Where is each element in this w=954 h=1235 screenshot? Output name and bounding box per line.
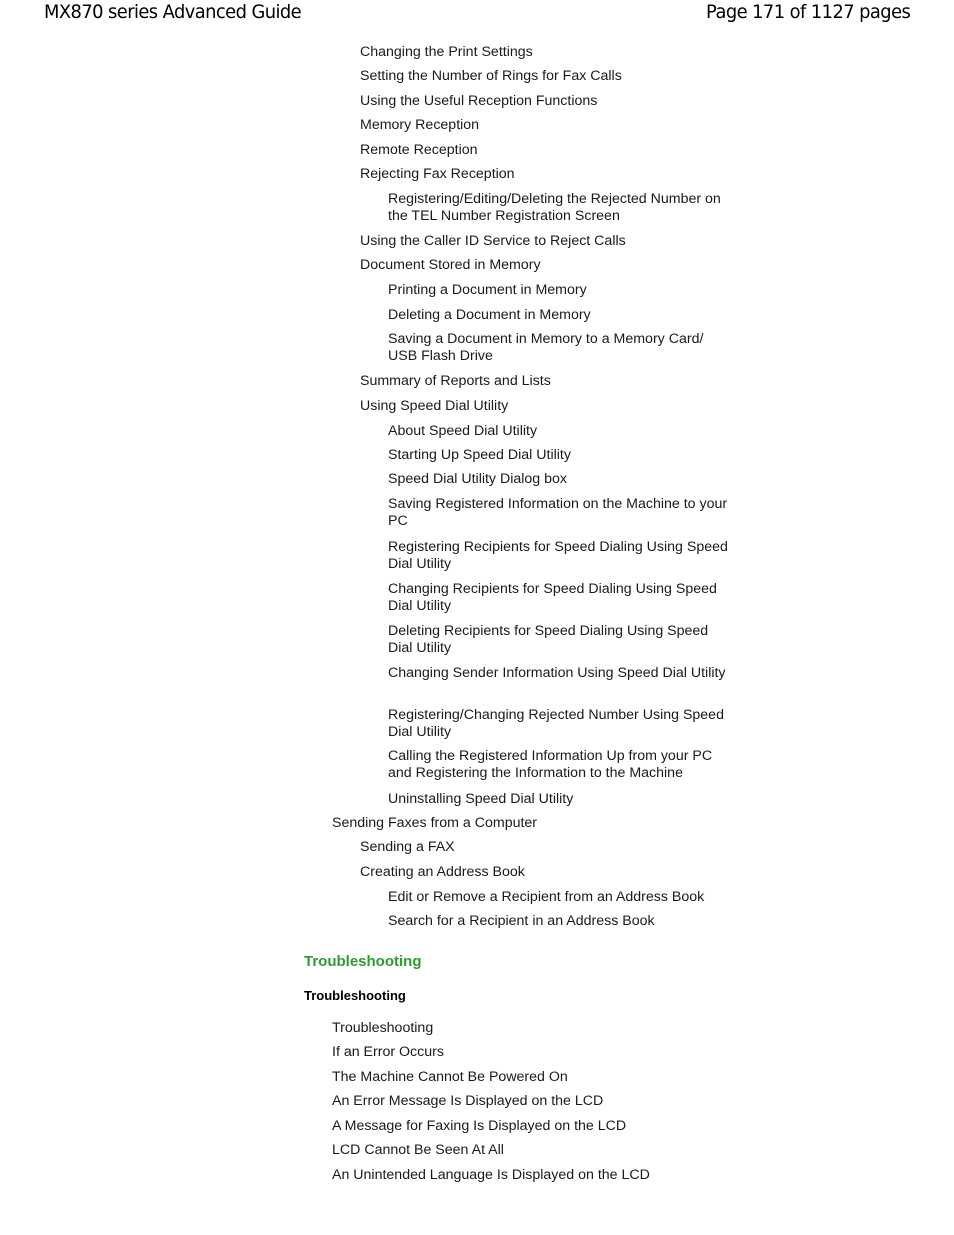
toc-link-cannot-be-powered-on[interactable]: The Machine Cannot Be Powered On: [332, 1069, 568, 1085]
toc-link-saving-document-to-memory-card[interactable]: Saving a Document in Memory to a Memory Card/ USB Flash Drive: [388, 331, 704, 364]
toc-link-deleting-document-in-memory[interactable]: Deleting a Document in Memory: [388, 307, 591, 323]
toc-link-registering-recipients-speed-dialing[interactable]: Registering Recipients for Speed Dialing Using Speed Dial Utility: [388, 539, 728, 572]
toc-link-edit-remove-recipient[interactable]: Edit or Remove a Recipient from an Address Book: [388, 889, 705, 905]
page-number: Page 171 of 1127 pages: [705, 1, 910, 23]
toc-link-creating-address-book[interactable]: Creating an Address Book: [360, 864, 525, 880]
toc-link-changing-print-settings[interactable]: Changing the Print Settings: [360, 44, 533, 60]
sub-heading-troubleshooting: Troubleshooting: [304, 988, 406, 1003]
toc-link-faxing-message-lcd[interactable]: A Message for Faxing Is Displayed on the LCD: [332, 1118, 627, 1134]
toc-link-useful-reception-functions[interactable]: Using the Useful Reception Functions: [360, 93, 598, 109]
toc-link-using-speed-dial-utility[interactable]: Using Speed Dial Utility: [360, 398, 509, 414]
toc-link-uninstalling-speed-dial-utility[interactable]: Uninstalling Speed Dial Utility: [388, 791, 574, 807]
document-title: MX870 series Advanced Guide: [44, 1, 302, 23]
toc-link-saving-registered-information[interactable]: Saving Registered Information on the Machine to your PC: [388, 496, 728, 529]
toc-link-rejecting-fax-reception[interactable]: Rejecting Fax Reception: [360, 166, 515, 182]
section-heading-troubleshooting: Troubleshooting: [304, 953, 422, 970]
toc-link-calling-registered-information[interactable]: Calling the Registered Information Up from your PC and Registering the Information to the Machine: [388, 748, 713, 781]
toc-link-starting-speed-dial-utility[interactable]: Starting Up Speed Dial Utility: [388, 447, 571, 463]
toc-link-memory-reception[interactable]: Memory Reception: [360, 117, 480, 133]
toc-link-number-of-rings[interactable]: Setting the Number of Rings for Fax Calls: [360, 68, 622, 84]
toc-link-lcd-cannot-be-seen[interactable]: LCD Cannot Be Seen At All: [332, 1142, 504, 1158]
page-header: [0, 0, 954, 30]
toc-link-unintended-language-lcd[interactable]: An Unintended Language Is Displayed on the LCD: [332, 1167, 650, 1183]
toc-link-speed-dial-dialog-box[interactable]: Speed Dial Utility Dialog box: [388, 471, 568, 487]
toc-link-caller-id-service[interactable]: Using the Caller ID Service to Reject Calls: [360, 233, 626, 249]
toc-link-if-an-error-occurs[interactable]: If an Error Occurs: [332, 1044, 444, 1060]
toc-link-troubleshooting[interactable]: Troubleshooting: [332, 1020, 434, 1036]
toc-link-document-stored-in-memory[interactable]: Document Stored in Memory: [360, 257, 541, 273]
toc-link-changing-sender-information[interactable]: Changing Sender Information Using Speed Dial Utility: [388, 665, 726, 681]
toc-link-summary-reports-lists[interactable]: Summary of Reports and Lists: [360, 373, 551, 389]
toc-link-printing-document-in-memory[interactable]: Printing a Document in Memory: [388, 282, 587, 298]
toc-link-search-recipient[interactable]: Search for a Recipient in an Address Book: [388, 913, 655, 929]
toc-link-sending-a-fax[interactable]: Sending a FAX: [360, 839, 455, 855]
toc-link-registering-rejected-number[interactable]: Registering/Editing/Deleting the Rejected Number on the TEL Number Registration Screen: [388, 191, 721, 224]
toc-link-error-message-lcd[interactable]: An Error Message Is Displayed on the LCD: [332, 1093, 604, 1109]
toc-link-deleting-recipients-speed-dialing[interactable]: Deleting Recipients for Speed Dialing Using Speed Dial Utility: [388, 623, 709, 656]
toc-link-sending-faxes-from-computer[interactable]: Sending Faxes from a Computer: [332, 815, 538, 831]
toc-link-about-speed-dial-utility[interactable]: About Speed Dial Utility: [388, 423, 538, 439]
toc-link-registering-rejected-number-utility[interactable]: Registering/Changing Rejected Number Using Speed Dial Utility: [388, 707, 724, 740]
toc-link-changing-recipients-speed-dialing[interactable]: Changing Recipients for Speed Dialing Using Speed Dial Utility: [388, 581, 717, 614]
toc-link-remote-reception[interactable]: Remote Reception: [360, 142, 478, 158]
